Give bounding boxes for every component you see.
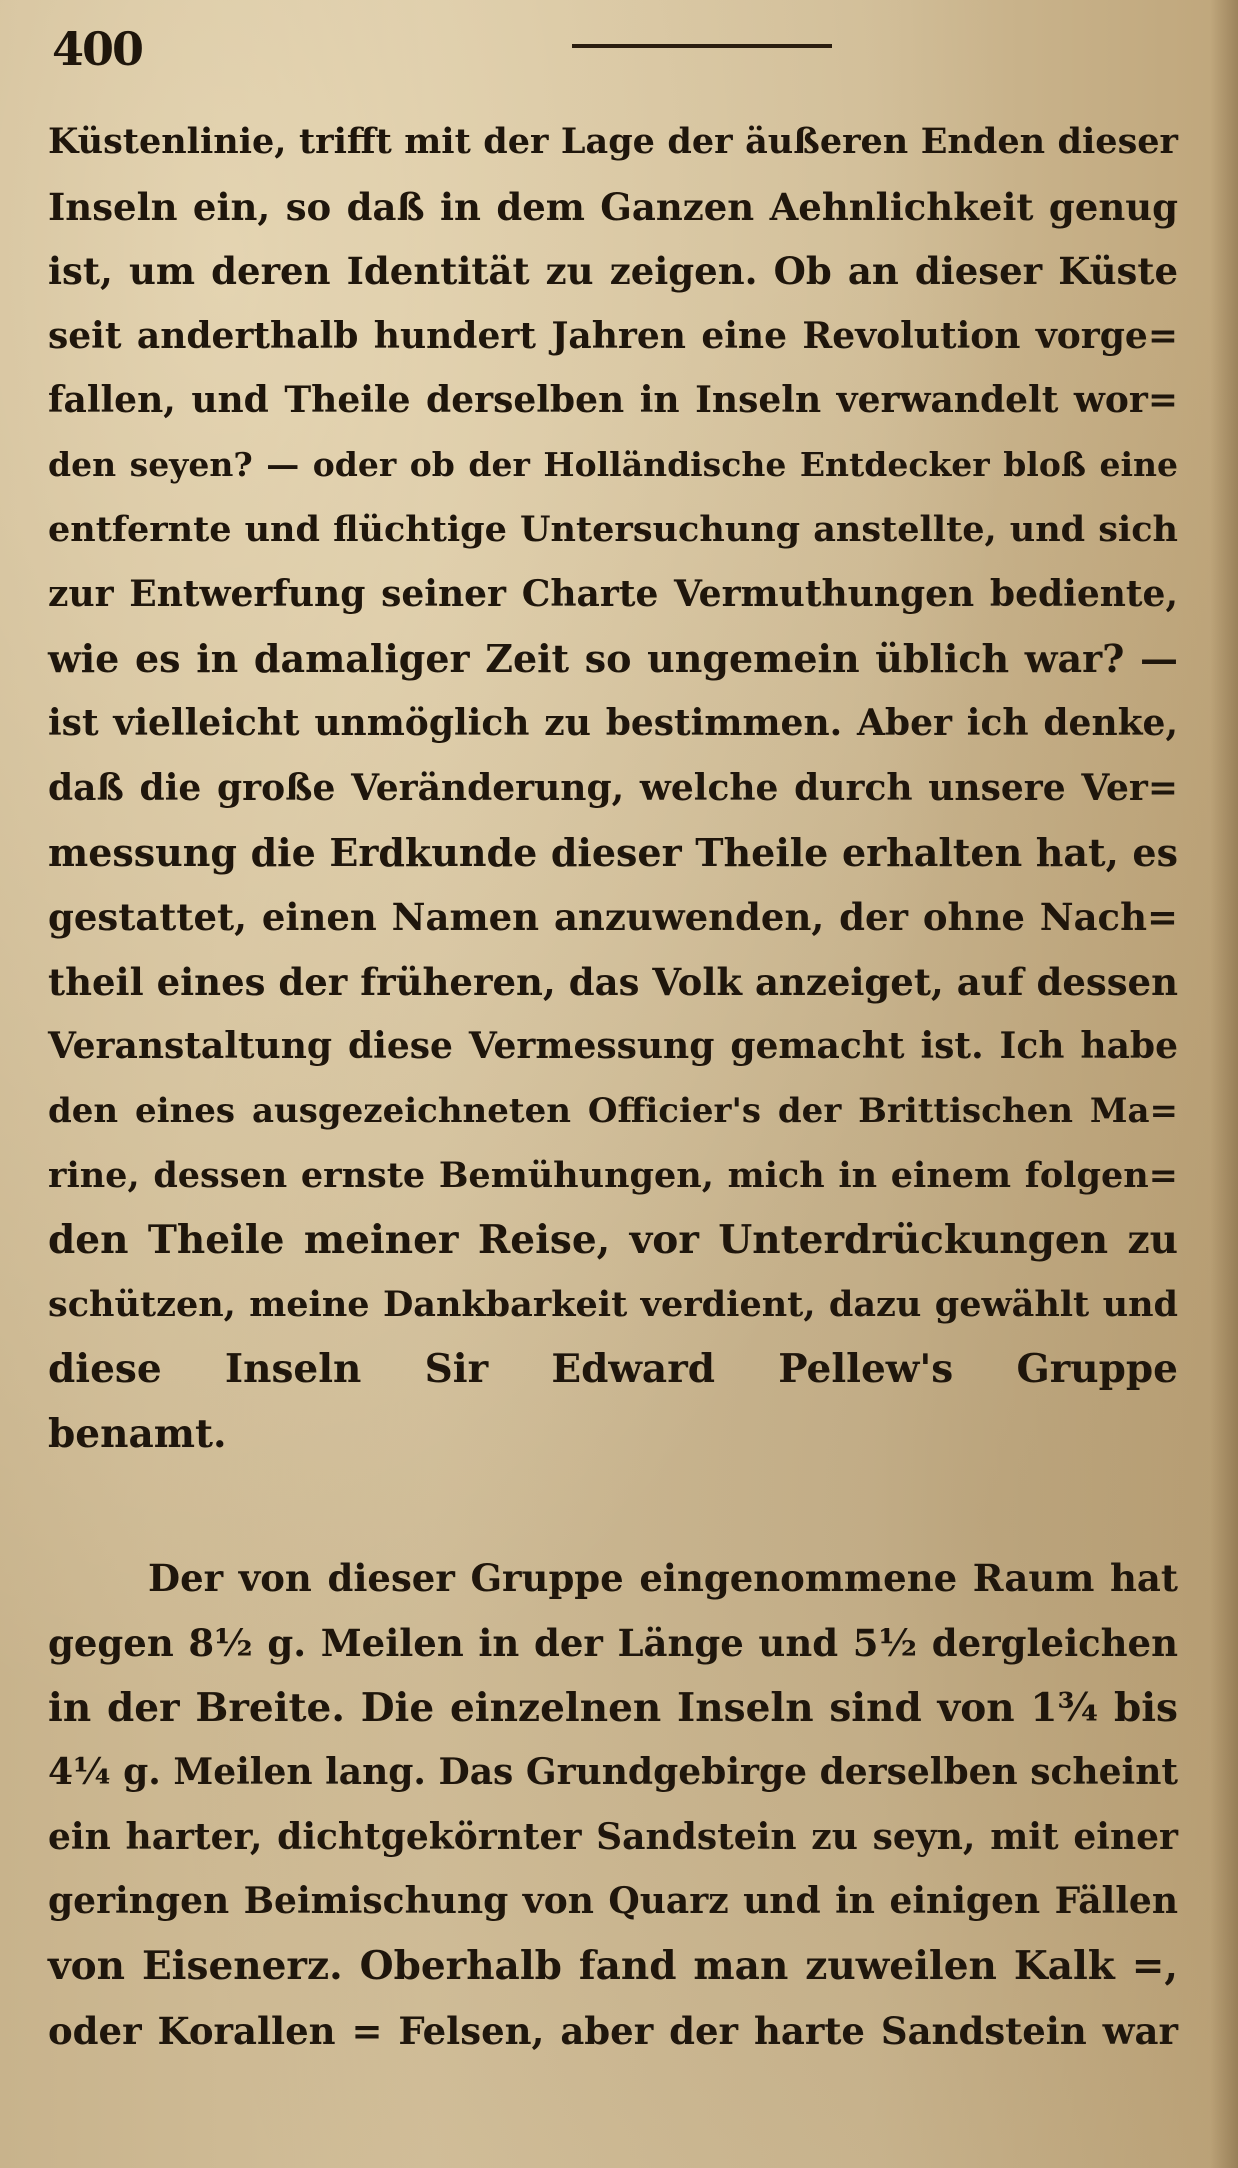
text-line: entfernte und flüchtige Untersuchung anstellte, und sich [48,508,1178,550]
text-line: oder Korallen = Felsen, aber der harte Sandstein war [48,2008,1178,2053]
text-line: seit anderthalb hundert Jahren eine Revolution vorge= [48,314,1178,357]
paragraph [48,110,1178,1466]
page-number: 400 [52,22,143,76]
text-line: messung die Erdkunde dieser Theile erhalten hat, es [48,829,1178,875]
text-line: 4¼ g. Meilen lang. Das Grundgebirge derselben scheint [48,1751,1178,1794]
text-line: daß die große Veränderung, welche durch unsere Ver= [48,766,1178,809]
text-line: schützen, meine Dankbarkeit verdient, dazu gewählt und [48,1283,1178,1325]
text-line: benamt. [48,1410,227,1457]
text-line: Veranstaltung diese Vermessung gemacht ist. Ich habe [48,1025,1178,1068]
text-line: rine, dessen ernste Bemühungen, mich in einem folgen= [48,1154,1178,1196]
text-line: geringen Beimischung von Quarz und in einigen Fällen [48,1880,1178,1923]
text-line: diese Inseln Sir Edward Pellew's Gruppe [48,1346,1178,1393]
text-line: zur Entwerfung seiner Charte Vermuthungen bediente, [48,573,1178,616]
text-line: gegen 8½ g. Meilen in der Länge und 5½ dergleichen [48,1621,1178,1666]
text-line: den seyen? — oder ob der Holländische Entdecker bloß eine [48,444,1178,484]
paragraph [48,1546,1178,2063]
text-line: fallen, und Theile derselben in Inseln verwandelt wor= [48,379,1178,422]
text-line: den Theile meiner Reise, vor Unterdrückungen zu [48,1217,1178,1264]
text-line: ist vielleicht unmöglich zu bestimmen. Aber ich denke, [48,702,1178,745]
text-line: ein harter, dichtgekörnter Sandstein zu seyn, mit einer [48,1815,1178,1858]
text-line: ist, um deren Identität zu zeigen. Ob an dieser Küste [48,249,1178,294]
text-line: von Eisenerz. Oberhalb fand man zuweilen Kalk =, [48,1943,1178,1990]
text-line: Der von dieser Gruppe eingenommene Raum hat [148,1556,1178,1601]
body-text [48,110,1178,2063]
text-line: theil eines der früheren, das Volk anzeiget, auf dessen [48,959,1178,1004]
page-header [52,22,1178,82]
header-rule [572,44,832,48]
text-line: Küstenlinie, trifft mit der Lage der äußeren Enden dieser [48,121,1178,162]
text-line: wie es in damaliger Zeit so ungemein üblich war? — [48,635,1178,681]
text-line: den eines ausgezeichneten Officier's der Brittischen Ma= [48,1090,1178,1131]
text-line: in der Breite. Die einzelnen Inseln sind von 1¾ bis [48,1684,1178,1731]
text-line: Inseln ein, so daß in dem Ganzen Aehnlichkeit genug [48,184,1178,229]
text-line: gestattet, einen Namen anzuwenden, der ohne Nach= [48,895,1178,940]
